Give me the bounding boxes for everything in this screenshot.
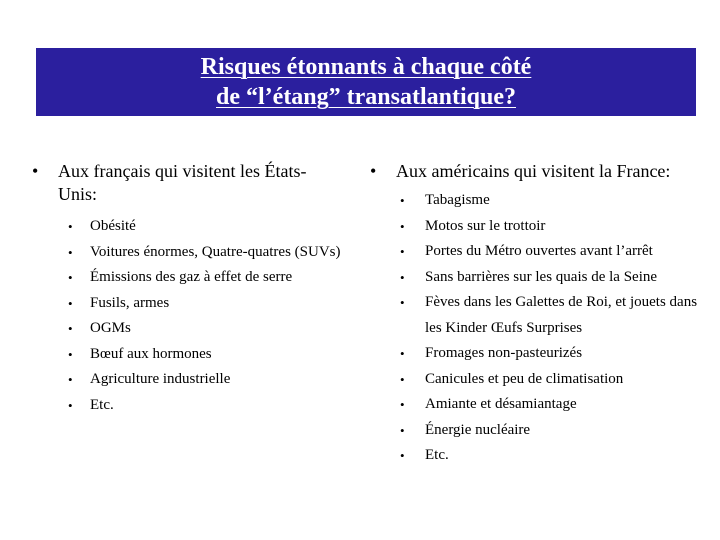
bullet-icon: •: [32, 161, 39, 181]
list-item-text: Émissions des gaz à effet de serre: [90, 269, 293, 285]
title-line-2: de “l’étang” transatlantique?: [216, 84, 516, 110]
bullet-icon: •: [400, 346, 405, 361]
right-heading: Aux américains qui visitent la France:: [396, 161, 671, 181]
bullet-icon: •: [68, 372, 73, 387]
bullet-icon: •: [400, 218, 405, 234]
list-item: [400, 367, 715, 393]
list-item: [400, 418, 715, 444]
bullet-icon: •: [400, 371, 405, 387]
bullet-icon: •: [400, 295, 405, 310]
list-item-text: Etc.: [425, 447, 449, 463]
bullet-icon: •: [68, 321, 73, 336]
list-item-text: Canicules et peu de climatisation: [425, 370, 624, 387]
list-item-text: Motos sur le trottoir: [425, 217, 546, 234]
list-item: [400, 214, 715, 240]
list-item: [400, 265, 715, 291]
bullet-icon: •: [68, 219, 73, 234]
bullet-icon: •: [68, 346, 73, 362]
left-list: [68, 214, 342, 418]
bullet-icon: •: [370, 161, 377, 181]
list-item: [68, 342, 342, 368]
right-list: [400, 188, 715, 469]
list-item: [68, 214, 342, 240]
list-item-text: Bœuf aux hormones: [90, 345, 212, 362]
left-heading-item: [32, 160, 342, 206]
list-item-text: Sans barrières sur les quais de la Seine: [425, 268, 658, 285]
title-banner: [36, 48, 696, 116]
list-item: [400, 188, 715, 214]
list-item-text: Fromages non-pasteurizés: [425, 345, 583, 361]
list-item: [68, 240, 342, 266]
right-heading-item: [370, 160, 715, 183]
list-item-text: Etc.: [90, 396, 114, 413]
list-item: [400, 341, 715, 367]
bullet-icon: •: [400, 269, 405, 285]
bullet-icon: •: [400, 397, 405, 412]
bullet-icon: •: [68, 397, 73, 413]
bullet-icon: •: [400, 448, 405, 463]
left-heading: Aux français qui visitent les États-Unis:: [58, 161, 307, 204]
list-item: [400, 290, 715, 341]
list-item-text: Obésité: [90, 218, 136, 234]
bullet-icon: •: [400, 422, 405, 438]
list-item: [68, 291, 342, 317]
list-item: [68, 393, 342, 419]
right-column: [370, 160, 715, 469]
bullet-icon: •: [68, 244, 73, 260]
list-item-text: Agriculture industrielle: [90, 371, 231, 387]
list-item: [68, 265, 342, 291]
list-item-text: Tabagisme: [425, 192, 490, 208]
list-item-text: Fusils, armes: [90, 294, 170, 311]
list-item-text: Fèves dans les Galettes de Roi, et jouets dans les Kinder Œufs Surprises: [425, 294, 698, 336]
list-item: [400, 443, 715, 469]
list-item-text: Énergie nucléaire: [425, 421, 531, 438]
list-item: [68, 316, 342, 342]
list-item: [400, 239, 715, 265]
list-item-text: Amiante et désamiantage: [425, 396, 577, 412]
title-line-1: Risques étonnants à chaque côté: [200, 54, 532, 80]
bullet-icon: •: [68, 270, 73, 285]
bullet-icon: •: [400, 244, 405, 259]
list-item: [400, 392, 715, 418]
list-item-text: Portes du Métro ouvertes avant l’arrêt: [425, 243, 653, 259]
list-item: [68, 367, 342, 393]
left-column: [32, 160, 342, 418]
bullet-icon: •: [68, 295, 73, 311]
bullet-icon: •: [400, 193, 405, 208]
list-item-text: OGMs: [90, 320, 131, 336]
list-item-text: Voitures énormes, Quatre-quatres (SUVs): [90, 243, 341, 260]
